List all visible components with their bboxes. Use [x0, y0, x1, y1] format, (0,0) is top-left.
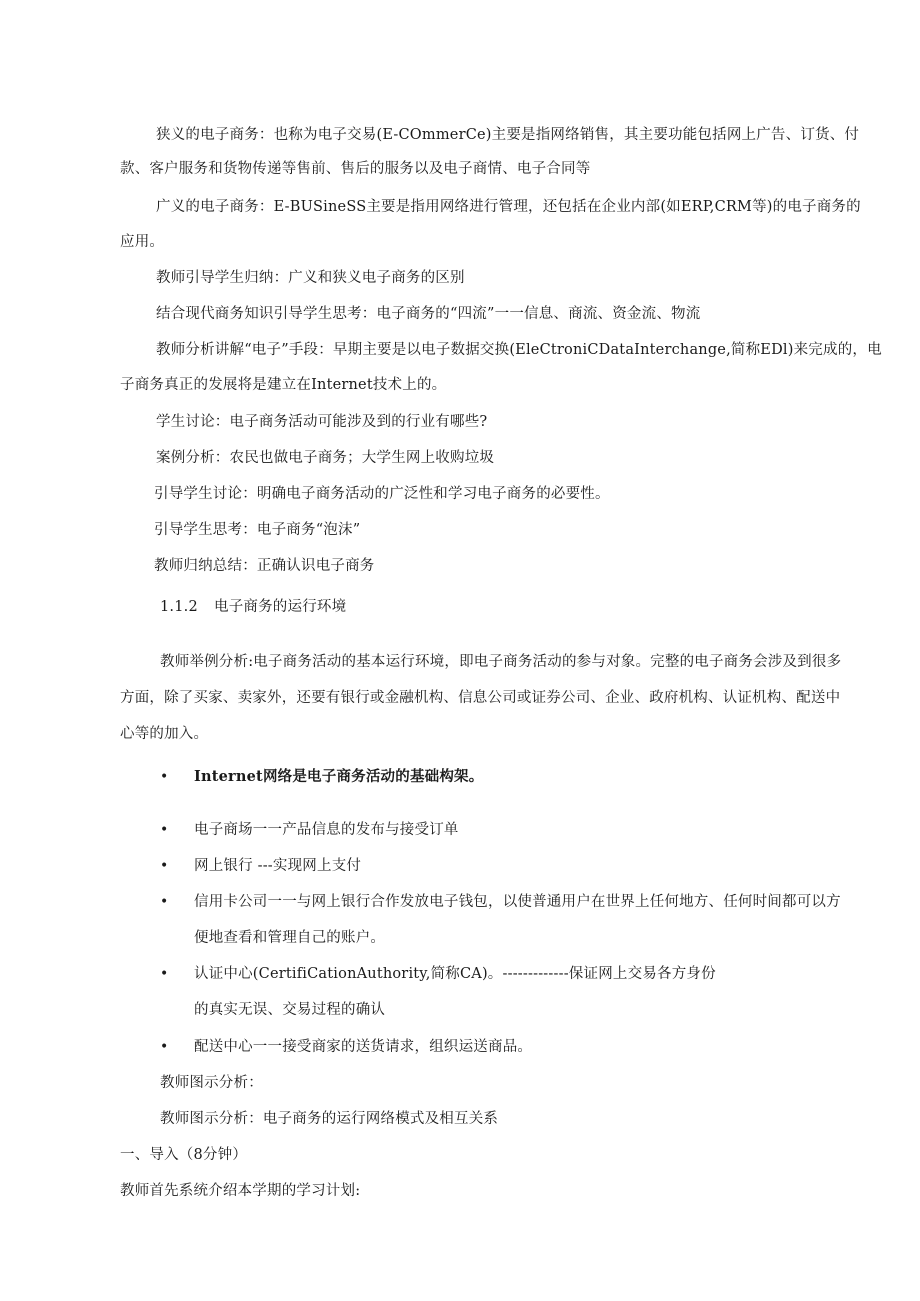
- narrow-definition-line-1: 狭义的电子商务：也称为电子交易(E-COmmerCe)主要是指网络销售，其主要功能包括网上广告、订货、付: [156, 127, 860, 143]
- bullet-credit-line-1: 信用卡公司一一与网上银行合作发放电子钱包，以使普通用户在世界上任何地方、任何时间都可以方: [194, 894, 841, 910]
- diagram-analysis: 教师图示分析：: [160, 1075, 263, 1091]
- electronic-means-line-1: 教师分析讲解“电子”手段：早期主要是以电子数据交换(EleCtroniCDataInterchange,简称EDl)来完成的，电: [156, 342, 882, 358]
- bullet-marker: •: [160, 1039, 169, 1055]
- case-analysis: 案例分析：农民也做电子商务；大学生网上收购垃圾: [156, 450, 495, 466]
- bullet-bank: 网上银行 ---实现网上支付: [194, 858, 362, 874]
- diagram-network-analysis: 教师图示分析：电子商务的运行网络模式及相互关系: [160, 1111, 499, 1127]
- section-title: 电子商务的运行环境: [214, 599, 347, 615]
- section-number: 1.1.2: [160, 599, 198, 615]
- example-analysis-line-3: 心等的加入。: [120, 726, 209, 742]
- broad-definition-line-2: 应用。: [120, 234, 165, 250]
- student-discussion: 学生讨论：电子商务活动可能涉及到的行业有哪些?: [156, 414, 488, 430]
- bullet-marker: •: [160, 769, 169, 785]
- bullet-ca-line-2: 的真实无误、交易过程的确认: [194, 1002, 386, 1018]
- bullet-marker: •: [160, 966, 169, 982]
- guide-discussion: 引导学生讨论：明确电子商务活动的广泛性和学习电子商务的必要性。: [154, 486, 610, 502]
- bullet-mall: 电子商场一一产品信息的发布与接受订单: [194, 822, 459, 838]
- bullet-credit-line-2: 便地查看和管理自己的账户。: [194, 930, 386, 946]
- four-flows: 结合现代商务知识引导学生思考：电子商务的“四流”一一信息、商流、资金流、物流: [156, 306, 701, 322]
- bullet-delivery: 配送中心一一接受商家的送货请求，组织运送商品。: [194, 1039, 533, 1055]
- bullet-ca-line-1: 认证中心(CertifiCationAuthority,简称CA)。-------------保证网上交易各方身份: [194, 966, 716, 982]
- summary-difference: 教师引导学生归纳：广义和狭义电子商务的区别: [156, 270, 465, 286]
- bullet-marker: •: [160, 822, 169, 838]
- example-analysis-line-2: 方面，除了买家、卖家外，还要有银行或金融机构、信息公司或证券公司、企业、政府机构、认证机构、配送中: [120, 690, 841, 706]
- teacher-summary: 教师归纳总结：正确认识电子商务: [154, 558, 375, 574]
- intro-heading: 一、导入（8分钟）: [120, 1147, 248, 1163]
- broad-definition-line-1: 广义的电子商务：E-BUSineSS主要是指用网络进行管理，还包括在企业内部(如ERP,CRM等)的电子商务的: [156, 199, 861, 215]
- example-analysis-line-1: 教师举例分析:电子商务活动的基本运行环境，即电子商务活动的参与对象。完整的电子商务会涉及到很多: [160, 654, 842, 670]
- bullet-marker: •: [160, 894, 169, 910]
- intro-text: 教师首先系统介绍本学期的学习计划:: [120, 1183, 361, 1199]
- bullet-marker: •: [160, 858, 169, 874]
- guide-thinking: 引导学生思考：电子商务“泡沫”: [154, 522, 361, 538]
- electronic-means-line-2: 子商务真正的发展将是建立在Internet技术上的。: [120, 377, 447, 393]
- bullet-internet: Internet网络是电子商务活动的基础构架。: [194, 768, 484, 785]
- narrow-definition-line-2: 款、客户服务和货物传递等售前、售后的服务以及电子商情、电子合同等: [120, 161, 591, 177]
